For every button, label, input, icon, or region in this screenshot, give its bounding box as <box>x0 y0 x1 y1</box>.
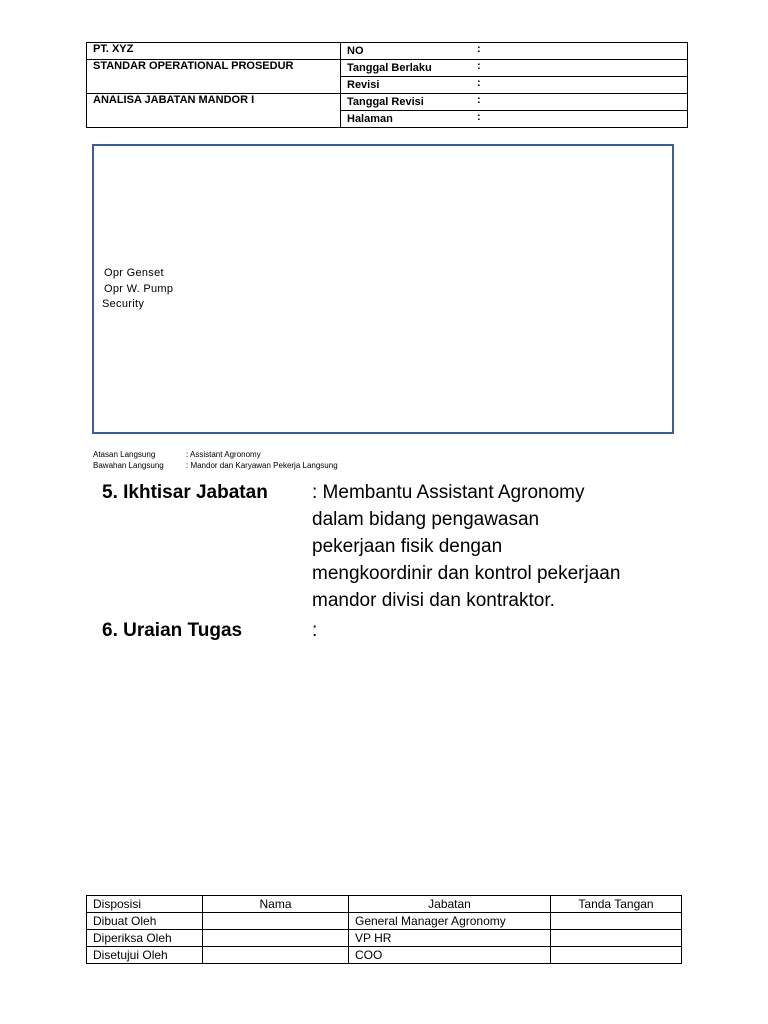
subordinate-value: : Mandor dan Karyawan Pekerja Langsung <box>186 461 338 470</box>
subordinate-opr-genset: Opr Genset <box>104 267 164 279</box>
cell-tanda-tangan <box>551 947 682 964</box>
field-label: NO <box>347 45 364 57</box>
cell-jabatan: General Manager Agronomy <box>349 913 551 930</box>
section-5-line: : Membantu Assistant Agronomy <box>312 482 585 503</box>
header-jabatan: Jabatan <box>349 896 551 913</box>
cell-tanda-tangan <box>551 913 682 930</box>
section-6-label: 6. Uraian Tugas <box>102 620 243 641</box>
cell-tanda-tangan <box>551 930 682 947</box>
section-5-line: mandor divisi dan kontraktor. <box>312 590 555 611</box>
header-disposisi: Disposisi <box>87 896 203 913</box>
approval-table <box>86 895 682 964</box>
cell-jabatan: VP HR <box>349 930 551 947</box>
field-tanggal-revisi <box>341 94 688 111</box>
document-header-table <box>86 42 688 128</box>
subordinate-line <box>93 461 338 470</box>
section-5-description <box>312 479 692 614</box>
field-label: Tanggal Revisi <box>347 96 424 108</box>
field-tanggal-berlaku <box>341 60 688 77</box>
subordinate-security: Security <box>102 298 145 310</box>
field-colon: : <box>477 60 481 72</box>
cell-nama <box>203 913 349 930</box>
cell-nama <box>203 930 349 947</box>
section-5-line: pekerjaan fisik dengan <box>312 536 503 557</box>
subordinate-label: Bawahan Langsung <box>93 461 164 470</box>
field-colon: : <box>477 111 481 123</box>
org-chart-box <box>92 144 674 434</box>
approval-header-row <box>87 896 682 913</box>
field-colon: : <box>477 77 481 89</box>
field-colon: : <box>477 94 481 106</box>
cell-disposisi: Dibuat Oleh <box>87 913 203 930</box>
header-nama: Nama <box>203 896 349 913</box>
job-analysis-title: ANALISA JABATAN MANDOR I <box>87 94 341 128</box>
field-halaman <box>341 111 688 128</box>
cell-jabatan: COO <box>349 947 551 964</box>
sop-title: STANDAR OPERATIONAL PROSEDUR <box>87 60 341 94</box>
field-colon: : <box>477 43 481 55</box>
table-row <box>87 913 682 930</box>
field-revisi <box>341 77 688 94</box>
superior-label: Atasan Langsung <box>93 450 156 459</box>
field-label: Tanggal Berlaku <box>347 62 432 74</box>
section-6-value: : <box>312 620 318 641</box>
company-name: PT. XYZ <box>87 43 341 60</box>
superior-value: : Assistant Agronomy <box>186 450 261 459</box>
header-tanda-tangan: Tanda Tangan <box>551 896 682 913</box>
cell-nama <box>203 947 349 964</box>
field-no <box>341 43 688 60</box>
table-row <box>87 947 682 964</box>
cell-disposisi: Disetujui Oleh <box>87 947 203 964</box>
section-5-line: mengkoordinir dan kontrol pekerjaan <box>312 563 621 584</box>
field-label: Halaman <box>347 113 393 125</box>
section-5-label: 5. Ikhtisar Jabatan <box>102 482 268 503</box>
table-row <box>87 930 682 947</box>
cell-disposisi: Diperiksa Oleh <box>87 930 203 947</box>
section-5-line: dalam bidang pengawasan <box>312 509 540 530</box>
superior-line <box>93 450 261 459</box>
subordinate-opr-w-pump: Opr W. Pump <box>104 283 174 295</box>
field-label: Revisi <box>347 79 380 91</box>
